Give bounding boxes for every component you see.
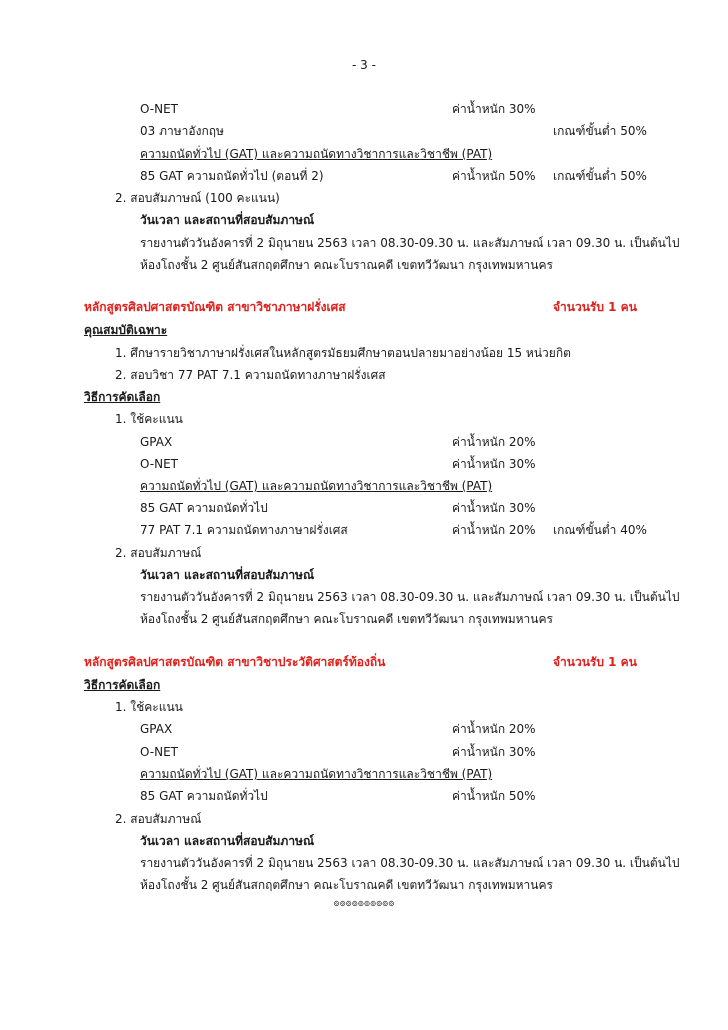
selection-method-heading: วิธีการคัดเลือก [84, 390, 161, 404]
qualifications-heading: คุณสมบัติเฉพาะ [84, 323, 168, 337]
interview-item: 2. สอบสัมภาษณ์ (100 คะแนน) [115, 191, 280, 205]
interview-line-1: รายงานตัววันอังคารที่ 2 มิถุนายน 2563 เวลา 08.30-09.30 น. และสัมภาษณ์ เวลา 09.30 น. เป็นต้นไป [140, 856, 680, 870]
interview-line-1: รายงานตัววันอังคารที่ 2 มิถุนายน 2563 เวลา 08.30-09.30 น. และสัมภาษณ์ เวลา 09.30 น. เป็นต้นไป [140, 590, 680, 604]
end-of-section-mark: ๏๏๏๏๏๏๏๏๏๏ [333, 898, 395, 909]
onet-label: O-NET [140, 457, 178, 471]
gat-minimum: เกณฑ์ขั้นต่ำ 50% [553, 169, 647, 183]
gpax-weight: ค่าน้ำหนัก 20% [452, 722, 536, 736]
use-scores-item: 1. ใช้คะแนน [115, 700, 183, 714]
onet-weight: ค่าน้ำหนัก 30% [452, 102, 536, 116]
interview-heading: วันเวลา และสถานที่สอบสัมภาษณ์ [140, 834, 315, 848]
interview-line-2: ห้องโถงชั้น 2 ศูนย์สันสกฤตศึกษา คณะโบราณคดี เขตทวีวัฒนา กรุงเทพมหานคร [140, 258, 553, 272]
pat-minimum: เกณฑ์ขั้นต่ำ 40% [553, 523, 647, 537]
onet-weight: ค่าน้ำหนัก 30% [452, 745, 536, 759]
pat-weight: ค่าน้ำหนัก 20% [452, 523, 536, 537]
english-subject-label: 03 ภาษาอังกฤษ [140, 124, 224, 138]
interview-item: 2. สอบสัมภาษณ์ [115, 812, 202, 826]
page-number: - 3 - [352, 58, 376, 72]
gat-weight: ค่าน้ำหนัก 50% [452, 789, 536, 803]
interview-line-1: รายงานตัววันอังคารที่ 2 มิถุนายน 2563 เวลา 08.30-09.30 น. และสัมภาษณ์ เวลา 09.30 น. เป็นต้นไป [140, 236, 680, 250]
gat-label: 85 GAT ความถนัดทั่วไป [140, 501, 268, 515]
use-scores-item: 1. ใช้คะแนน [115, 412, 183, 426]
pat-label: 77 PAT 7.1 ความถนัดทางภาษาฝรั่งเศส [140, 523, 348, 537]
qualification-1: 1. ศึกษารายวิชาภาษาฝรั่งเศสในหลักสูตรมัธยมศึกษาตอนปลายมาอย่างน้อย 15 หน่วยกิต [115, 346, 571, 360]
onet-label: O-NET [140, 102, 178, 116]
interview-item: 2. สอบสัมภาษณ์ [115, 546, 202, 560]
program-title-local-history: หลักสูตรศิลปศาสตรบัณฑิต สาขาวิชาประวัติศาสตร์ท้องถิ่น [84, 655, 386, 669]
program-title-french: หลักสูตรศิลปศาสตรบัณฑิต สาขาวิชาภาษาฝรั่งเศส [84, 300, 346, 314]
english-minimum: เกณฑ์ขั้นต่ำ 50% [553, 124, 647, 138]
gat-pat-heading: ความถนัดทั่วไป (GAT) และความถนัดทางวิชาการและวิชาชีพ (PAT) [140, 479, 493, 493]
selection-method-heading: วิธีการคัดเลือก [84, 678, 161, 692]
seats-local-history: จำนวนรับ 1 คน [553, 655, 637, 669]
gpax-weight: ค่าน้ำหนัก 20% [452, 435, 536, 449]
seats-french: จำนวนรับ 1 คน [553, 300, 637, 314]
gat-label: 85 GAT ความถนัดทั่วไป [140, 789, 268, 803]
onet-label: O-NET [140, 745, 178, 759]
interview-heading: วันเวลา และสถานที่สอบสัมภาษณ์ [140, 568, 315, 582]
gpax-label: GPAX [140, 435, 173, 449]
onet-weight: ค่าน้ำหนัก 30% [452, 457, 536, 471]
gat-weight: ค่าน้ำหนัก 30% [452, 501, 536, 515]
gat-pat-heading: ความถนัดทั่วไป (GAT) และความถนัดทางวิชาการและวิชาชีพ (PAT) [140, 147, 493, 161]
gat-pat-heading: ความถนัดทั่วไป (GAT) และความถนัดทางวิชาการและวิชาชีพ (PAT) [140, 767, 493, 781]
gpax-label: GPAX [140, 722, 173, 736]
gat-weight: ค่าน้ำหนัก 50% [452, 169, 536, 183]
interview-line-2: ห้องโถงชั้น 2 ศูนย์สันสกฤตศึกษา คณะโบราณคดี เขตทวีวัฒนา กรุงเทพมหานคร [140, 878, 553, 892]
qualification-2: 2. สอบวิชา 77 PAT 7.1 ความถนัดทางภาษาฝรั่งเศส [115, 368, 386, 382]
gat-label: 85 GAT ความถนัดทั่วไป (ตอนที่ 2) [140, 169, 324, 183]
interview-line-2: ห้องโถงชั้น 2 ศูนย์สันสกฤตศึกษา คณะโบราณคดี เขตทวีวัฒนา กรุงเทพมหานคร [140, 612, 553, 626]
interview-heading: วันเวลา และสถานที่สอบสัมภาษณ์ [140, 213, 315, 227]
